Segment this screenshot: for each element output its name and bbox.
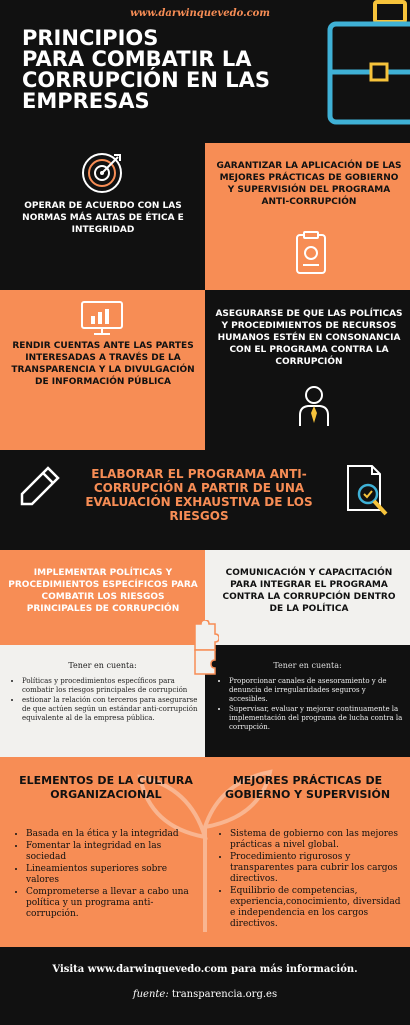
culture-title: ELEMENTOS DE LA CULTURA ORGANIZACIONAL <box>19 774 193 801</box>
target-icon <box>80 151 124 195</box>
title-line-4: EMPRESAS <box>22 89 150 113</box>
principle-7-text: COMUNICACIÓN Y CAPACITACIÓN PARA INTEGRAR EL PROGRAMA CONTRA LA CORRUPCIÓN DENTRO DE LA POLÍTICA <box>222 568 396 614</box>
page-title <box>22 28 322 112</box>
briefcase-icon <box>325 0 410 128</box>
site-url[interactable]: www.darwinquevedo.com <box>130 8 270 19</box>
list-item: • Lineamientos superiores sobre valores <box>26 864 200 886</box>
notes-left-list <box>10 677 198 724</box>
principle-5-text: ELABORAR EL PROGRAMA ANTI-CORRUPCIÓN A PARTIR DE UNA EVALUACIÓN EXHAUSTIVA DE LOS RIESGOS <box>85 467 313 523</box>
list-item: • Supervisar, evaluar y mejorar continuamente la implementación del programa de lucha contra la corrupción. <box>229 705 403 732</box>
list-item: • Sistema de gobierno con las mejores prácticas a nivel global. <box>230 829 402 851</box>
monitor-chart-icon <box>80 300 124 336</box>
governance-title: MEJORES PRÁCTICAS DE GOBIERNO Y SUPERVISIÓN <box>224 774 391 801</box>
governance-list <box>218 829 402 931</box>
title-line-3: CORRUPCIÓN EN LAS <box>22 68 271 92</box>
footer <box>0 947 410 1025</box>
principle-2-text: GARANTIZAR LA APLICACIÓN DE LAS MEJORES PRÁCTICAS DE GOBIERNO Y SUPERVISIÓN DEL PROGRAMA ANTI-CORRUPCIÓN <box>216 161 402 207</box>
list-item: • estionar la relación con terceros para asegurarse de que actúen según un estándar anti-corrupción equivalente al de la empresa pública. <box>22 696 198 723</box>
notes-right-title: Tener en cuenta: <box>273 661 342 670</box>
source-value[interactable]: transparencia.org.es <box>171 989 278 1000</box>
list-item: • Procedimiento rigurosos y transparentes para cubrir los cargos directivos. <box>230 852 402 885</box>
culture-list <box>14 829 200 921</box>
list-item: • Comprometerse a llevar a cabo una política y un programa anti-corrupción. <box>26 887 200 920</box>
principle-6-text: IMPLEMENTAR POLÍTICAS Y PROCEDIMIENTOS ESPECÍFICOS PARA COMBATIR LOS RIESGOS PRINCIPALES DE CORRUPCIÓN <box>8 568 198 614</box>
notes-left-panel <box>0 645 205 757</box>
principle-6-panel <box>0 550 205 645</box>
puzzle-icon <box>191 620 219 676</box>
principle-2-panel <box>205 143 410 290</box>
source-label: fuente: <box>132 989 169 1000</box>
principle-1-text: OPERAR DE ACUERDO CON LAS NORMAS MÁS ALTAS DE ÉTICA E INTEGRIDAD <box>22 201 184 235</box>
principle-3-panel <box>0 290 205 450</box>
principle-3-text: RENDIR CUENTAS ANTE LAS PARTES INTERESADAS A TRAVÉS DE LA TRANSPARENCIA Y LA DIVULGACIÓN DE INFORMACIÓN PÚBLICA <box>11 341 195 387</box>
document-search-icon <box>346 464 392 520</box>
visit-text[interactable]: Visita www.darwinquevedo.com para más información. <box>52 964 358 975</box>
principle-4-panel <box>205 290 410 450</box>
list-item: • Proporcionar canales de asesoramiento y de denuncia de irregularidades seguros y accesibles. <box>229 677 403 704</box>
notes-right-panel <box>205 645 410 757</box>
list-item: • Políticas y procedimientos específicos para combatir los riesgos principales de corrupción <box>22 677 198 695</box>
principle-5-panel <box>0 450 410 550</box>
pencil-icon <box>18 464 62 508</box>
culture-panel <box>0 757 410 947</box>
list-item: • Basada en la ética y la integridad <box>26 829 200 840</box>
businessman-icon <box>297 385 331 427</box>
clipboard-icon <box>295 231 327 275</box>
list-item: • Equilibrio de competencias, experiencia,conocimiento, diversidad e independencia en los cargos directivos. <box>230 886 402 930</box>
header <box>0 0 410 143</box>
notes-left-title: Tener en cuenta: <box>68 661 137 670</box>
principle-4-text: ASEGURARSE DE QUE LAS POLÍTICAS Y PROCEDIMIENTOS DE RECURSOS HUMANOS ESTÉN EN CONSONANCIA CON EL PROGRAMA CONTRA LA CORRUPCIÓN <box>215 309 403 367</box>
principle-7-panel <box>205 550 410 645</box>
notes-right-list <box>217 677 403 733</box>
principle-1-panel <box>0 143 205 290</box>
title-line-1: PRINCIPIOS <box>22 26 159 50</box>
list-item: • Fomentar la integridad en las sociedad <box>26 841 200 863</box>
source-line <box>0 989 410 1000</box>
title-line-2: PARA COMBATIR LA <box>22 47 252 71</box>
